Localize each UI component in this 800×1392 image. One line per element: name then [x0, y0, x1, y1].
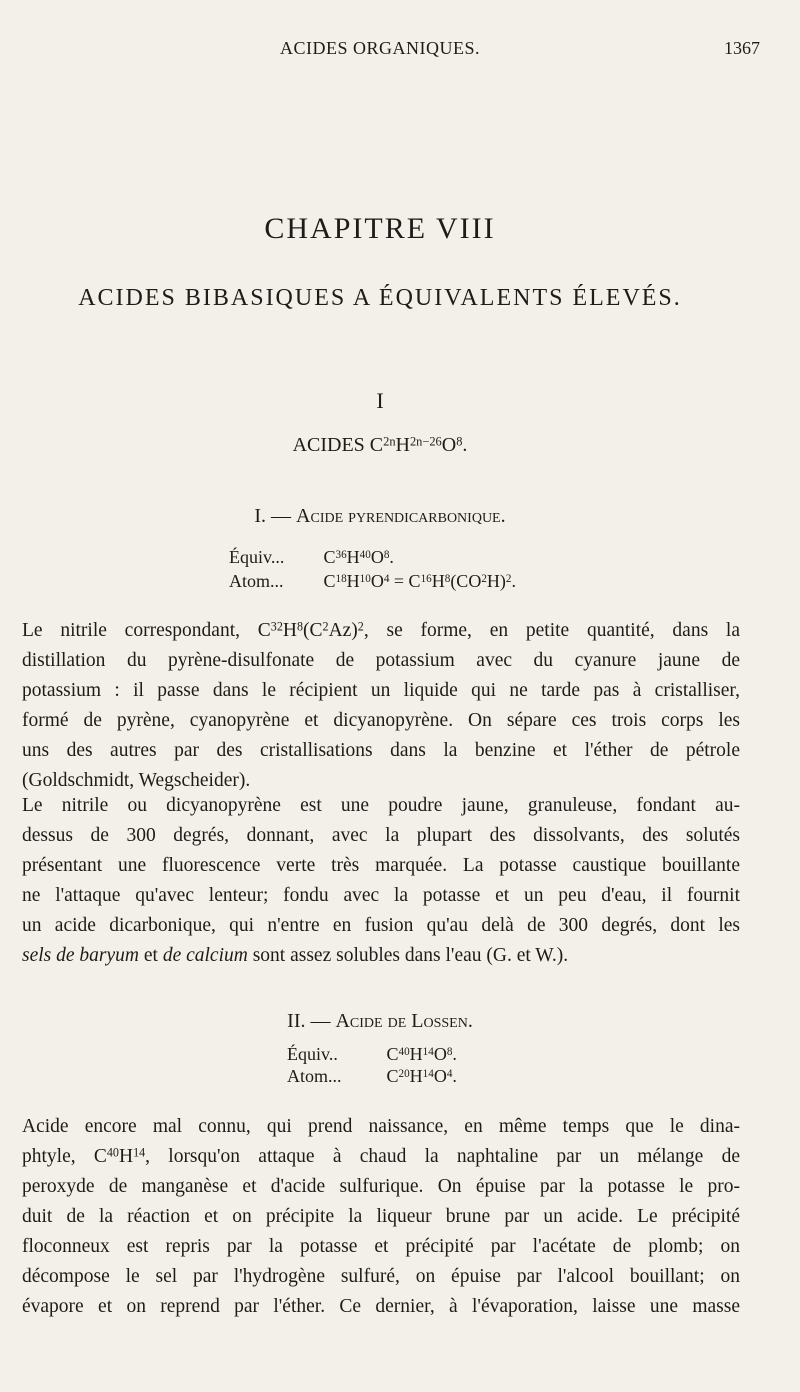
text-line: floconneux est repris par la potasse et précipité par l'acétate de plomb; on [22, 1236, 740, 1257]
equiv-label-2: Équiv.. [287, 1044, 338, 1064]
text-line: formé de pyrène, cyanopyrène et dicyanopyrène. On sépare ces trois corps les [22, 710, 740, 731]
text-line: évapore et on reprend par l'éther. Ce dernier, à l'évaporation, laisse une masse [22, 1296, 740, 1317]
subsection-title-pyrendicarbonique: I. — Acide pyrendicarbonique. [254, 505, 506, 527]
equiv-formula-2: $C^{40}H^{14}O^8$. [386, 1044, 457, 1064]
section-title-prefix: ACIDES C [292, 434, 384, 456]
text-line: présentant une fluorescence verte très marquée. La potasse caustique bouillante [22, 855, 740, 876]
text-line: distillation du pyrène-disulfonate de potassium avec du cyanure jaune de [22, 650, 740, 671]
text-line: sels de baryum et de calcium sont assez solubles dans l'eau (G. et W.). [22, 945, 569, 966]
chapter-subtitle: ACIDES BIBASIQUES A ÉQUIVALENTS ÉLEVÉS. [78, 285, 682, 311]
text-line: phtyle, $C^{40}H^{14}$, lorsqu'on attaque à chaud la naphtaline par un mélange de [22, 1145, 740, 1167]
equiv-label: Équiv... [229, 547, 285, 567]
atom-label-2: Atom... [287, 1066, 342, 1086]
page-number: 1367 [724, 38, 760, 58]
equiv-formula-line-2 [287, 1044, 457, 1065]
atom-formula-line-2 [287, 1066, 457, 1087]
running-head-title: ACIDES ORGANIQUES. [279, 38, 480, 58]
text-line: (Goldschmidt, Wegscheider). [22, 770, 251, 791]
text-line: Le nitrile ou dicyanopyrène est une poudre jaune, granuleuse, fondant au- [22, 795, 740, 816]
text-line: Le nitrile correspondant, $C^{32}H^8(C^2Az)^2$, se forme, en petite quantité, dans la [22, 619, 741, 641]
text-line: potassium : il passe dans le récipient un liquide qui ne tarde pas à cristalliser, [22, 680, 740, 701]
paragraph-1 [22, 616, 740, 796]
chapter-title: CHAPITRE VIII [264, 212, 496, 245]
section-number: I [376, 388, 384, 413]
equiv-formula-line [229, 547, 394, 568]
text-line: peroxyde de manganèse et d'acide sulfurique. On épuise par la potasse le pro- [22, 1176, 740, 1197]
text-line: uns des autres par des cristallisations dans la benzine et l'éther de pétrole [22, 740, 740, 761]
equiv-formula: $C^{36}H^{40}O^8$. [323, 547, 394, 567]
running-head [0, 38, 800, 68]
text-line: ne l'attaque qu'avec lenteur; fondu avec la potasse et un peu d'eau, il fournit [22, 885, 740, 906]
text-line: décompose le sel par l'hydrogène sulfuré, on épuise par l'alcool bouillant; on [22, 1266, 740, 1287]
section-title [0, 434, 760, 457]
atom-formula: $C^{18}H^{10}O^4 = C^{16}H^8(CO^2H)^2$. [323, 571, 516, 591]
atom-formula-2: $C^{20}H^{14}O^4$. [386, 1066, 457, 1086]
text-line: dessus de 300 degrés, donnant, avec la plupart des dissolvants, des solutés [22, 825, 740, 846]
subsection-title-lossen: II. — Acide de Lossen. [287, 1010, 473, 1032]
section-title-formula: $^{2n}H^{2n-26}O^8$. [383, 434, 468, 456]
paragraph-2 [22, 791, 740, 971]
text-line: Acide encore mal connu, qui prend naissance, en même temps que le dina- [22, 1116, 740, 1137]
atom-formula-line [229, 571, 516, 592]
paragraph-3 [22, 1112, 740, 1322]
atom-label: Atom... [229, 571, 284, 591]
text-line: un acide dicarbonique, qui n'entre en fusion qu'au delà de 300 degrés, dont les [22, 915, 740, 936]
text-line: duit de la réaction et on précipite la liqueur brune par un acide. Le précipité [22, 1206, 740, 1227]
